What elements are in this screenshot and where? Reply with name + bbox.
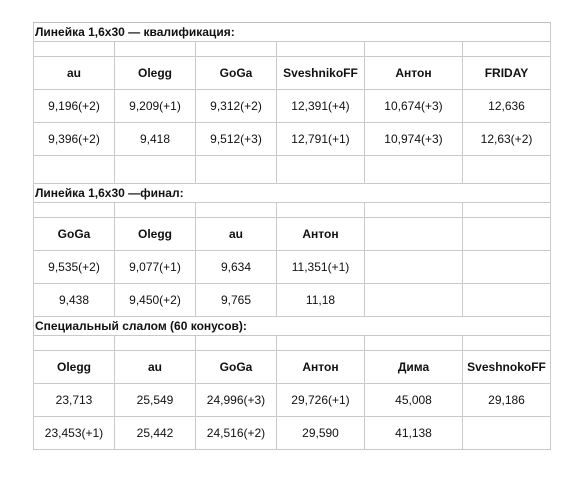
result-cell: [463, 156, 551, 184]
participant-name-cell: GoGa: [196, 57, 277, 90]
result-row: [34, 251, 551, 284]
result-row: [34, 417, 551, 450]
section-title-row: [34, 317, 551, 336]
empty-cell: [365, 42, 463, 57]
result-cell: [196, 156, 277, 184]
empty-cell: [365, 203, 463, 218]
result-cell: [463, 284, 551, 317]
participant-name-cell: Olegg: [115, 57, 196, 90]
section-title: Специальный слалом (60 конусов):: [34, 317, 551, 336]
empty-cell: [277, 336, 365, 351]
header-row: [34, 218, 551, 251]
result-cell: 25,549: [115, 384, 196, 417]
empty-cell: [463, 203, 551, 218]
participant-name-cell: au: [34, 57, 115, 90]
result-cell: 9,634: [196, 251, 277, 284]
result-cell: 9,765: [196, 284, 277, 317]
result-row: [34, 156, 551, 184]
result-cell: 9,512(+3): [196, 123, 277, 156]
participant-name-cell: au: [196, 218, 277, 251]
result-cell: [115, 156, 196, 184]
spacer-row: [34, 42, 551, 57]
result-cell: 9,209(+1): [115, 90, 196, 123]
result-cell: 12,791(+1): [277, 123, 365, 156]
participant-name-cell: [463, 218, 551, 251]
result-row: [34, 284, 551, 317]
participant-name-cell: GoGa: [196, 351, 277, 384]
result-cell: [365, 251, 463, 284]
empty-cell: [365, 336, 463, 351]
participant-name-cell: SveshnokoFF: [463, 351, 551, 384]
result-cell: [277, 156, 365, 184]
result-cell: 10,674(+3): [365, 90, 463, 123]
result-cell: 25,442: [115, 417, 196, 450]
result-cell: [365, 284, 463, 317]
empty-cell: [115, 42, 196, 57]
result-cell: 11,351(+1): [277, 251, 365, 284]
result-cell: 9,418: [115, 123, 196, 156]
result-cell: 24,516(+2): [196, 417, 277, 450]
result-cell: 12,391(+4): [277, 90, 365, 123]
result-cell: 23,453(+1): [34, 417, 115, 450]
result-cell: 9,450(+2): [115, 284, 196, 317]
result-cell: [463, 417, 551, 450]
section-title-row: [34, 23, 551, 42]
result-cell: 9,396(+2): [34, 123, 115, 156]
result-cell: 29,186: [463, 384, 551, 417]
result-cell: [463, 251, 551, 284]
participant-name-cell: Антон: [365, 57, 463, 90]
results-table-body: [34, 23, 551, 450]
result-cell: 9,535(+2): [34, 251, 115, 284]
spacer-row: [34, 203, 551, 218]
section-title-row: [34, 184, 551, 203]
result-cell: 29,590: [277, 417, 365, 450]
result-row: [34, 384, 551, 417]
result-cell: 41,138: [365, 417, 463, 450]
empty-cell: [34, 203, 115, 218]
result-cell: [34, 156, 115, 184]
result-cell: 11,18: [277, 284, 365, 317]
result-cell: 12,636: [463, 90, 551, 123]
result-cell: 29,726(+1): [277, 384, 365, 417]
empty-cell: [196, 203, 277, 218]
empty-cell: [196, 42, 277, 57]
empty-cell: [34, 336, 115, 351]
result-cell: 24,996(+3): [196, 384, 277, 417]
section-title: Линейка 1,6x30 — квалификация:: [34, 23, 551, 42]
result-cell: 45,008: [365, 384, 463, 417]
participant-name-cell: Olegg: [34, 351, 115, 384]
empty-cell: [34, 42, 115, 57]
results-table: [33, 22, 551, 450]
result-cell: [365, 156, 463, 184]
empty-cell: [463, 336, 551, 351]
participant-name-cell: [365, 218, 463, 251]
result-cell: 9,438: [34, 284, 115, 317]
participant-name-cell: Антон: [277, 218, 365, 251]
empty-cell: [115, 203, 196, 218]
result-cell: 23,713: [34, 384, 115, 417]
result-cell: 9,077(+1): [115, 251, 196, 284]
participant-name-cell: Olegg: [115, 218, 196, 251]
participant-name-cell: Дима: [365, 351, 463, 384]
section-title: Линейка 1,6x30 —финал:: [34, 184, 551, 203]
spacer-row: [34, 336, 551, 351]
header-row: [34, 57, 551, 90]
participant-name-cell: SveshnikoFF: [277, 57, 365, 90]
result-cell: 10,974(+3): [365, 123, 463, 156]
empty-cell: [277, 203, 365, 218]
result-cell: 9,312(+2): [196, 90, 277, 123]
empty-cell: [115, 336, 196, 351]
result-cell: 12,63(+2): [463, 123, 551, 156]
empty-cell: [463, 42, 551, 57]
participant-name-cell: GoGa: [34, 218, 115, 251]
result-row: [34, 90, 551, 123]
result-row: [34, 123, 551, 156]
header-row: [34, 351, 551, 384]
participant-name-cell: FRIDAY: [463, 57, 551, 90]
empty-cell: [277, 42, 365, 57]
result-cell: 9,196(+2): [34, 90, 115, 123]
participant-name-cell: Антон: [277, 351, 365, 384]
empty-cell: [196, 336, 277, 351]
participant-name-cell: au: [115, 351, 196, 384]
